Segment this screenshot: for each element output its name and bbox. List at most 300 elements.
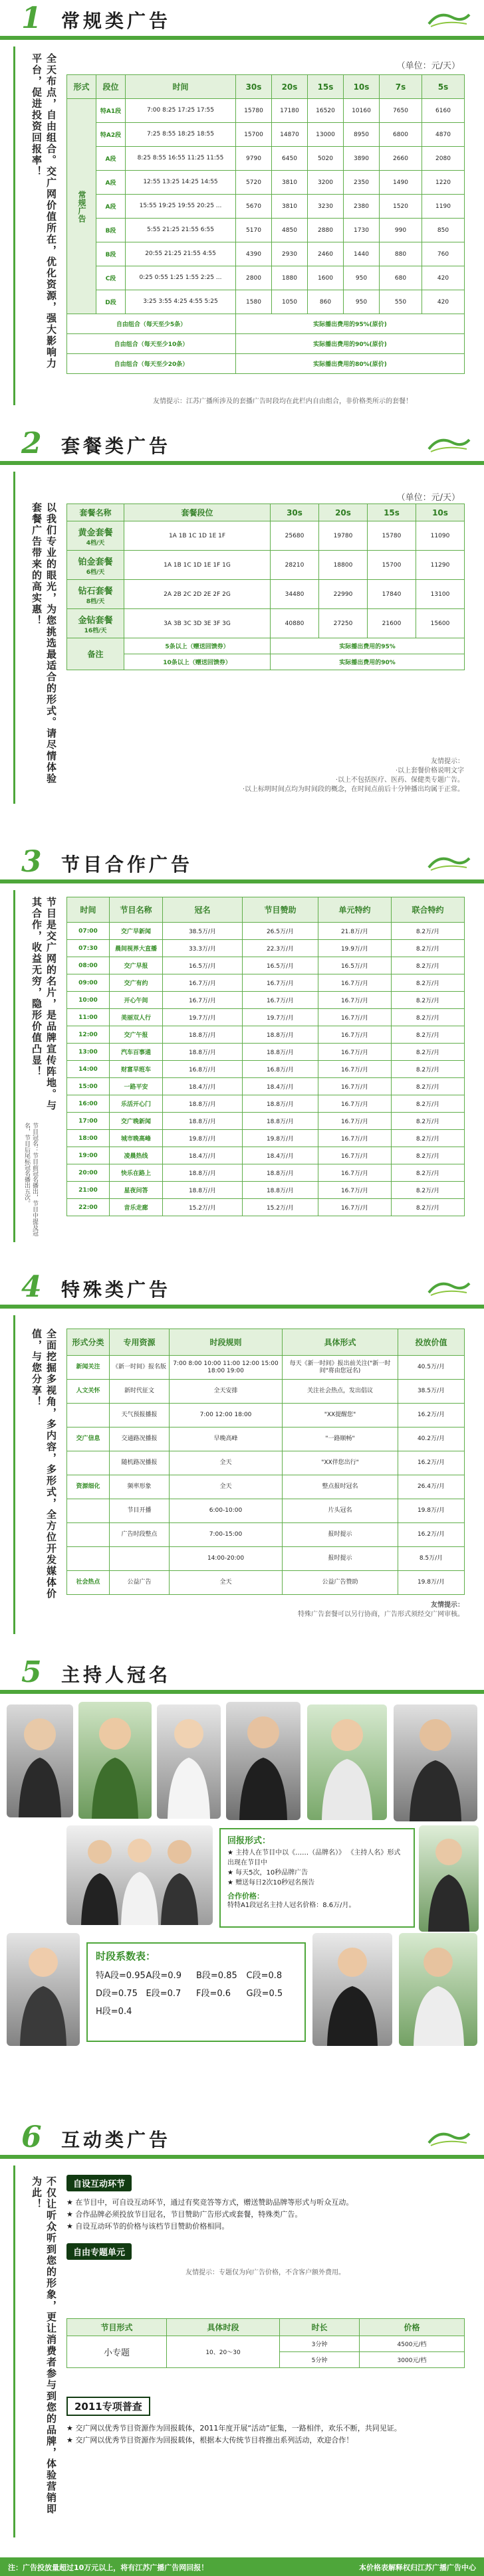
table-cell: 随机路况播报	[110, 1451, 170, 1475]
host-group-photo	[66, 1825, 213, 1925]
table-cell: 16.7万/月	[318, 1078, 392, 1095]
package-table	[66, 504, 465, 670]
table-row	[67, 1078, 465, 1095]
table-cell: 19.7万/月	[243, 1009, 318, 1026]
table-cell: 城市晚高峰	[110, 1130, 163, 1147]
table-cell: 16.7万/月	[243, 992, 318, 1009]
table-cell	[67, 1451, 110, 1475]
table-cell: 15.2万/月	[163, 1199, 243, 1216]
tip-text: 特殊广告套餐可以另行协商，广告形式须经交广网审核。	[298, 1611, 464, 1618]
table-row	[67, 123, 465, 147]
table-cell: 34480	[271, 580, 319, 609]
table-cell: 7:25 8:55 18:25 18:55	[126, 123, 236, 147]
coop-label: 合作价格：	[227, 1892, 264, 1900]
remark-cond: 5条以上（赠送回馈券）	[124, 638, 271, 654]
table-cell: 18.8万/月	[243, 1113, 318, 1130]
table-cell: 晨间视界大直播	[110, 940, 163, 957]
side-slogan: 全天布点，自由组合。交广网价值所在，优化资源，强大影响力平台，促进投资回报率！	[31, 53, 57, 369]
table-cell: 1580	[236, 290, 272, 314]
side-line	[13, 472, 15, 804]
table-cell: 5720	[236, 171, 272, 195]
table-cell: 8.2万/月	[392, 1026, 465, 1044]
package-name: 金钻套餐	[78, 615, 113, 626]
note-line: ·以上套餐价格说明文字	[395, 767, 464, 775]
table-row	[67, 1523, 465, 1547]
section-title: 常规类广告	[61, 10, 172, 32]
table-cell: 19.8万/月	[163, 1130, 243, 1147]
side-slogan: 以我们专业的眼光，为您挑选最适合的形式。请尽情体验套餐广告带来的高实惠！	[31, 502, 57, 784]
package-sub: 8档/天	[86, 598, 105, 605]
table-cell: 11290	[416, 551, 465, 580]
topic-table	[66, 2318, 465, 2368]
table-cell: 频率形象	[110, 1475, 170, 1499]
table-cell: 18.8万/月	[163, 1095, 243, 1113]
table-row	[67, 354, 465, 374]
table-cell: 1050	[272, 290, 308, 314]
table-cell: 19.9万/月	[318, 940, 392, 957]
year-list	[66, 2423, 464, 2446]
year-text: 交广网以优秀节目资源作为回报载体，根据本大传统节目将推出系列活动，欢迎合作！	[75, 2436, 354, 2444]
table-cell: 16.7万/月	[163, 992, 243, 1009]
th: 单元特约	[318, 897, 392, 923]
side-line	[13, 46, 15, 405]
table-cell: 常规广告	[67, 99, 96, 314]
table-cell: 26.5万/月	[243, 923, 318, 940]
table-cell: 3200	[308, 171, 344, 195]
table-cell: 18.8万/月	[163, 1044, 243, 1061]
table-cell: 报时提示	[283, 1523, 398, 1547]
table-cell: 21600	[368, 609, 416, 638]
package-notes	[199, 757, 464, 794]
table-cell: 1A 1B 1C 1D 1E 1F	[124, 521, 271, 551]
year-text: 交广网以优秀节目资源作为回报载体，2011年度开展“活动”征集，一路相伴，欢乐不断，共同见证。	[75, 2424, 402, 2433]
table-cell: 《新一时间》报名版	[110, 1356, 170, 1380]
section-number: 6	[21, 2120, 42, 2154]
table-cell: 40.2万/月	[398, 1427, 465, 1451]
table-row	[67, 195, 465, 219]
th: 20s	[319, 504, 368, 521]
table-cell: 资源细化	[67, 1475, 110, 1499]
table-cell: 420	[422, 290, 465, 314]
box1-item: ★ 在节目中，可自设互动环节，通过有奖竞答等方式，赠送赞助品牌等形式与听众互动。	[66, 2198, 354, 2207]
table-cell: 8.2万/月	[392, 992, 465, 1009]
th: 15s	[368, 504, 416, 521]
table-cell: 7:00 8:00 10:00 11:00 12:00 15:00 18:00 19:00	[170, 1356, 283, 1380]
section-program-ads	[0, 844, 484, 1269]
return-text: 主持人在节目中以《……（品牌名）》 《主持人名》形式出现在节目中	[227, 1849, 401, 1867]
table-row	[67, 1404, 465, 1427]
box2-tip: 友情提示：专题仅为向广告价格，不含客户额外费用。	[185, 2269, 345, 2276]
table-cell: 20:00	[67, 1164, 110, 1182]
special-tip	[293, 1601, 464, 1619]
table-row	[67, 266, 465, 290]
table-cell	[67, 1404, 110, 1427]
host-photo	[312, 1933, 392, 2046]
table-row	[67, 609, 465, 638]
section-header	[0, 1269, 484, 1309]
section-number: 5	[21, 1655, 42, 1689]
table-row	[67, 242, 465, 266]
table-cell: 5:55 21:25 21:55 6:55	[126, 219, 236, 242]
table-cell: 8.2万/月	[392, 957, 465, 974]
table-cell: 财富早班车	[110, 1061, 163, 1078]
section-number: 1	[21, 1, 42, 35]
th: 时间	[67, 897, 110, 923]
table-cell: 15.2万/月	[243, 1199, 318, 1216]
special-table	[66, 1329, 465, 1595]
th: 节目赞助	[243, 897, 318, 923]
table-cell: 实际播出费用的90%(原价)	[236, 334, 465, 354]
section-title: 互动类广告	[61, 2129, 172, 2151]
topic-form: 小专题	[67, 2336, 167, 2368]
table-row	[67, 2336, 465, 2352]
table-cell: 13000	[308, 123, 344, 147]
table-cell: 3810	[272, 171, 308, 195]
th: 15s	[308, 75, 344, 99]
table-cell: 3:25 3:55 4:25 4:55 5:25	[126, 290, 236, 314]
section-title: 特殊类广告	[61, 1279, 172, 1301]
table-cell: 7650	[380, 99, 422, 123]
table-cell: 18.8万/月	[243, 1095, 318, 1113]
table-cell: A段	[96, 195, 126, 219]
th: 具体形式	[283, 1329, 398, 1356]
side-line	[13, 2165, 15, 2537]
section-title: 套餐类广告	[61, 435, 172, 457]
table-cell: 新闻关注	[67, 1356, 110, 1380]
brand-logo-icon	[425, 9, 472, 29]
table-cell: 8.2万/月	[392, 1113, 465, 1130]
section-regular-ads	[0, 0, 484, 425]
table-row	[67, 1044, 465, 1061]
footer-bar	[0, 2557, 484, 2576]
table-cell: 16.2万/月	[398, 1404, 465, 1427]
table-row	[67, 171, 465, 195]
coef-item: E段=0.7	[146, 1989, 182, 1999]
section-header	[0, 0, 484, 40]
year-block	[66, 2397, 464, 2446]
table-cell: 7:00 8:25 17:25 17:55	[126, 99, 236, 123]
table-cell: 星夜问答	[110, 1182, 163, 1199]
table-cell: 实际播出费用的80%(原价)	[236, 354, 465, 374]
table-cell: 1730	[344, 219, 380, 242]
box1-list	[66, 2197, 464, 2233]
table-cell: 乐活开心门	[110, 1095, 163, 1113]
interactive-content	[66, 2175, 464, 2276]
th: 20s	[272, 75, 308, 99]
table-row	[67, 521, 465, 551]
table-cell: 16.7万/月	[318, 1113, 392, 1130]
table-cell: 16.7万/月	[318, 1061, 392, 1078]
table-cell: 16.2万/月	[398, 1523, 465, 1547]
return-box	[219, 1828, 415, 1928]
table-row	[67, 974, 465, 992]
table-cell: 760	[422, 242, 465, 266]
host-photo	[419, 1825, 479, 1932]
table-cell: 17180	[272, 99, 308, 123]
table-cell: 22.3万/月	[243, 940, 318, 957]
table-cell: 2A 2B 2C 2D 2E 2F 2G	[124, 580, 271, 609]
table-row	[67, 1061, 465, 1078]
section-number: 2	[21, 426, 42, 460]
table-cell: 6800	[380, 123, 422, 147]
table-cell: 公益广告赞助	[283, 1571, 398, 1595]
table-cell: 16.7万/月	[318, 1009, 392, 1026]
section-special-ads	[0, 1269, 484, 1654]
table-row	[67, 580, 465, 609]
package-sub: 16档/天	[84, 627, 107, 634]
table-cell: 16.2万/月	[398, 1451, 465, 1475]
table-row	[67, 334, 465, 354]
table-cell: 40880	[271, 609, 319, 638]
table-cell: 16.7万/月	[318, 1199, 392, 1216]
coef-item: C段=0.8	[246, 1971, 283, 1981]
table-cell: 14:00	[67, 1061, 110, 1078]
table-cell	[110, 1547, 170, 1571]
topic-price: 4500元/档	[360, 2336, 465, 2352]
table-cell: 18.4万/月	[163, 1147, 243, 1164]
table-row	[67, 1199, 465, 1216]
coef-item: G段=0.5	[246, 1989, 283, 1999]
table-cell: 550	[380, 290, 422, 314]
table-row	[67, 1182, 465, 1199]
table-cell: 16:00	[67, 1095, 110, 1113]
table-cell: 16.7万/月	[318, 974, 392, 992]
topic-length: 3分钟	[280, 2336, 360, 2352]
return-item: ★ 主持人在节目中以《……（品牌名）》 《主持人名》形式出现在节目中	[227, 1849, 401, 1867]
table-cell: 18.4万/月	[163, 1078, 243, 1095]
host-photo	[7, 1933, 80, 2046]
table-cell: 18.4万/月	[243, 1078, 318, 1095]
table-cell: 1880	[272, 266, 308, 290]
table-cell: 整点报时冠名	[283, 1475, 398, 1499]
table-cell: 16.8万/月	[243, 1061, 318, 1078]
table-cell: 27250	[319, 609, 368, 638]
coef-item: A段=0.9	[146, 1971, 182, 1981]
table-cell: 6:00-10:00	[170, 1499, 283, 1523]
table-row	[67, 1026, 465, 1044]
note-line: 友情提示：	[431, 758, 464, 765]
table-cell: 16.7万/月	[163, 974, 243, 992]
th: 30s	[236, 75, 272, 99]
table-cell: 交广午报	[110, 1026, 163, 1044]
coef-item: D段=0.75	[96, 1989, 138, 1999]
table-row	[67, 1475, 465, 1499]
table-cell: 18.8万/月	[243, 1026, 318, 1044]
note-line: ·以上不包括医疗、医药、保健类专题广告。	[335, 777, 464, 784]
box2-title: 自由专题单元	[66, 2243, 132, 2260]
table-cell: 14870	[272, 123, 308, 147]
table-cell: 38.5万/月	[398, 1380, 465, 1404]
table-cell: 16.7万/月	[318, 1095, 392, 1113]
box1-title: 自设互动环节	[66, 2175, 132, 2191]
table-cell: 19.8万/月	[398, 1499, 465, 1523]
th: 10s	[344, 75, 380, 99]
table-cell: 社会热点	[67, 1571, 110, 1595]
year-item: ★ 交广网以优秀节目资源作为回报载体，2011年度开展“活动”征集，一路相伴，欢乐不断，共同见证。	[66, 2424, 402, 2433]
year-item: ★ 交广网以优秀节目资源作为回报载体，根据本大传统节目将推出系列活动，欢迎合作！	[66, 2436, 354, 2444]
table-cell: 5020	[308, 147, 344, 171]
table-cell: 1600	[308, 266, 344, 290]
side-small-note: 节目冠名：节目前冠名播出，节目中提及冠名，节目后尾标冠名播出五次。	[23, 1123, 38, 1236]
th: 套餐名称	[67, 504, 124, 521]
table-row	[67, 1451, 465, 1475]
table-cell: 广告时段整点	[110, 1523, 170, 1547]
table-cell: 交广晚新闻	[110, 1113, 163, 1130]
table-row	[67, 147, 465, 171]
table-cell: 15700	[368, 551, 416, 580]
table-cell: 16.7万/月	[318, 992, 392, 1009]
table-cell: 交广信息	[67, 1427, 110, 1451]
th: 10s	[416, 504, 465, 521]
remark-value: 实际播出费用的95%	[271, 638, 465, 654]
table-cell: B段	[96, 242, 126, 266]
table-cell: 1190	[422, 195, 465, 219]
table-row	[67, 1380, 465, 1404]
table-cell: 15:55 19:25 19:55 20:25 ...	[126, 195, 236, 219]
table-cell: 特A1段	[96, 99, 126, 123]
table-cell: 2660	[380, 147, 422, 171]
table-cell: 18.8万/月	[163, 1113, 243, 1130]
table-row	[67, 1499, 465, 1523]
th: 联合特约	[392, 897, 465, 923]
side-slogan: 全面挖掘多视角，多内容，多形式，全方位开发媒体价值，与您分享！	[31, 1329, 57, 1600]
table-cell: 13:00	[67, 1044, 110, 1061]
table-cell: C段	[96, 266, 126, 290]
table-cell: 22990	[319, 580, 368, 609]
th: 段位	[96, 75, 126, 99]
th: 投放价值	[398, 1329, 465, 1356]
table-cell: "XX提醒您"	[283, 1404, 398, 1427]
table-cell: 07:30	[67, 940, 110, 957]
table-row	[67, 551, 465, 580]
package-name: 钻石套餐	[78, 586, 113, 597]
table-cell: A段	[96, 171, 126, 195]
package-name: 铂金套餐	[78, 557, 113, 567]
table-cell: 自由组合（每天至少5条）	[67, 314, 236, 334]
table-cell: 28210	[271, 551, 319, 580]
table-cell: 11090	[416, 521, 465, 551]
table-cell: 特A2段	[96, 123, 126, 147]
table-cell: 10:00	[67, 992, 110, 1009]
th: 套餐段位	[124, 504, 271, 521]
table-cell: 3890	[344, 147, 380, 171]
table-cell: 15:00	[67, 1078, 110, 1095]
table-cell: 2800	[236, 266, 272, 290]
table-header-row	[67, 504, 465, 521]
year-title: 2011专项普查	[66, 2397, 150, 2416]
table-cell: 15600	[416, 609, 465, 638]
table-cell: 美丽双人行	[110, 1009, 163, 1026]
table-row	[67, 923, 465, 940]
table-cell: 每天《新一时间》报出前关注("新一时间"将由您冠名)	[283, 1356, 398, 1380]
table-cell: 11:00	[67, 1009, 110, 1026]
table-row	[67, 1095, 465, 1113]
brand-logo-icon	[425, 434, 472, 454]
table-cell: 21:00	[67, 1182, 110, 1199]
table-cell: 全天	[170, 1475, 283, 1499]
table-cell: 人文关怀	[67, 1380, 110, 1404]
table-cell: 8.2万/月	[392, 923, 465, 940]
table-cell: 全天	[170, 1571, 283, 1595]
table-cell: 19.8万/月	[398, 1571, 465, 1595]
table-cell: 22:00	[67, 1199, 110, 1216]
coef-title: 时段系数表：	[96, 1950, 156, 1962]
table-cell	[67, 521, 124, 551]
regular-ads-table	[66, 74, 465, 374]
table-cell: 8.2万/月	[392, 1009, 465, 1026]
th: 形式分类	[67, 1329, 110, 1356]
th: 具体时段	[167, 2319, 280, 2336]
table-cell: 40.5万/月	[398, 1356, 465, 1380]
program-table	[66, 897, 465, 1216]
return-item: ★ 每天5次，10秒品牌广告	[227, 1869, 308, 1877]
table-cell: 15700	[236, 123, 272, 147]
side-slogan: 节目是交广网的名片，是品牌宣传阵地。与其合作，收益无穷，隐形价值凸显！	[31, 897, 57, 1111]
table-row	[67, 638, 465, 654]
table-cell: 1520	[380, 195, 422, 219]
host-photo	[7, 1704, 73, 1817]
table-cell: 5670	[236, 195, 272, 219]
table-cell: 16.7万/月	[318, 1026, 392, 1044]
table-cell: 16.5万/月	[318, 957, 392, 974]
table-cell	[67, 1547, 110, 1571]
table-cell: 20:55 21:25 21:55 4:55	[126, 242, 236, 266]
table-header-row	[67, 1329, 465, 1356]
table-cell: 18.8万/月	[243, 1164, 318, 1182]
section-header	[0, 425, 484, 465]
table-cell: 8.2万/月	[392, 1199, 465, 1216]
table-cell: 16.7万/月	[243, 974, 318, 992]
table-cell: 全天	[170, 1451, 283, 1475]
table-row	[67, 992, 465, 1009]
table-row	[67, 1547, 465, 1571]
package-sub: 6档/天	[86, 569, 105, 576]
table-cell: 16.5万/月	[163, 957, 243, 974]
table-header-row	[67, 75, 465, 99]
table-cell: 8.2万/月	[392, 1095, 465, 1113]
section-interactive-ads	[0, 2119, 484, 2557]
table-cell	[67, 1499, 110, 1523]
brand-logo-icon	[425, 1278, 472, 1298]
table-cell: 自由组合（每天至少20条）	[67, 354, 236, 374]
table-cell: 6450	[272, 147, 308, 171]
coef-item: F段=0.6	[196, 1989, 231, 1999]
table-cell: 16520	[308, 99, 344, 123]
th: 7s	[380, 75, 422, 99]
table-cell: 850	[422, 219, 465, 242]
table-cell: 16.7万/月	[318, 1147, 392, 1164]
th: 30s	[271, 504, 319, 521]
table-cell: 12:55 13:25 14:25 14:55	[126, 171, 236, 195]
side-line	[13, 890, 15, 1242]
table-cell: 8.2万/月	[392, 1044, 465, 1061]
section-header	[0, 844, 484, 883]
th: 时间	[126, 75, 236, 99]
table-cell: 13100	[416, 580, 465, 609]
table-row	[67, 940, 465, 957]
table-row	[67, 957, 465, 974]
table-cell: 07:00	[67, 923, 110, 940]
table-cell	[67, 551, 124, 580]
footer-note: 注：广告投放量超过10万元以上，将有江苏广播广告网回报！	[8, 2563, 209, 2572]
table-cell: 交广早报	[110, 957, 163, 974]
table-cell: 7:00 12:00 18:00	[170, 1404, 283, 1427]
table-cell: B段	[96, 219, 126, 242]
box1-text: 合作品牌必须投放节目冠名，节目赞助广告形式或套餐，特殊类广告。	[75, 2210, 302, 2219]
table-cell: 1490	[380, 171, 422, 195]
table-cell	[67, 580, 124, 609]
table-cell: 8.2万/月	[392, 940, 465, 957]
